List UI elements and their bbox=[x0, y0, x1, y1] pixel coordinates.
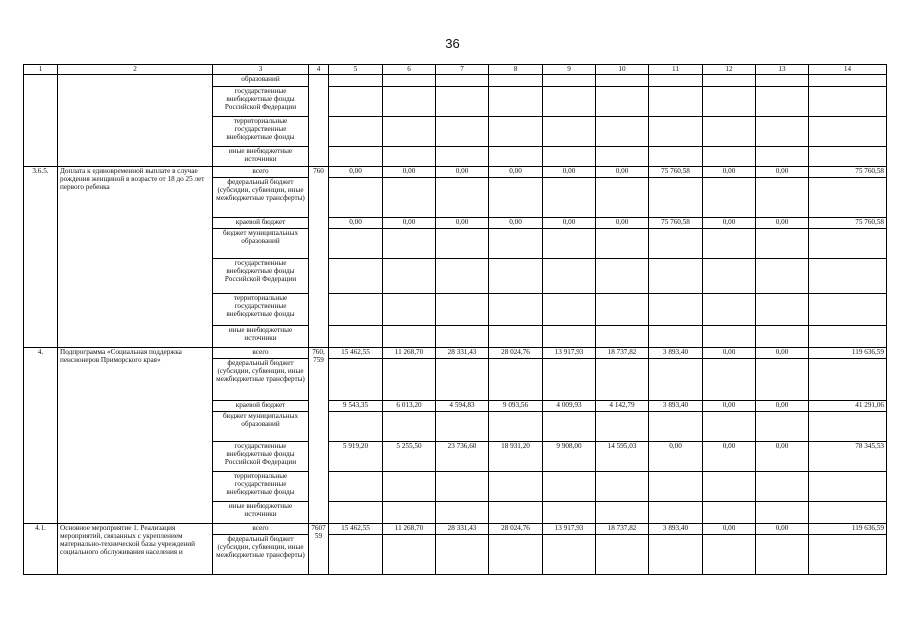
value-cell-col-6 bbox=[383, 412, 436, 442]
value-cell-col-8: 0,00 bbox=[489, 167, 543, 178]
value-cell-col-12: 0,00 bbox=[703, 348, 756, 359]
value-cell-col-13: 0,00 bbox=[756, 348, 809, 359]
value-cell-col-11 bbox=[649, 178, 703, 218]
value-cell-col-12 bbox=[703, 147, 756, 167]
header-row bbox=[24, 65, 887, 75]
value-cell-col-8 bbox=[489, 178, 543, 218]
value-cell-col-9 bbox=[543, 359, 596, 401]
header-column-7: 7 bbox=[436, 65, 489, 75]
value-cell-col-8 bbox=[489, 229, 543, 259]
value-cell-col-5 bbox=[329, 502, 383, 524]
value-cell-col-9 bbox=[543, 229, 596, 259]
page-number: 36 bbox=[445, 36, 460, 51]
value-cell-col-11 bbox=[649, 75, 703, 87]
value-cell-col-12: 0,00 bbox=[703, 218, 756, 229]
value-cell-col-6 bbox=[383, 535, 436, 575]
value-cell-col-8: 18 931,20 bbox=[489, 442, 543, 472]
row-name-cell: Основное мероприятие 1. Реализация мероприятий, связанных с укреплением материально-технической базы учреждений социального обслуживания населения и bbox=[58, 524, 213, 575]
grbs-cell: 760, 759 bbox=[309, 348, 329, 524]
value-cell-col-8 bbox=[489, 259, 543, 294]
value-cell-col-10 bbox=[596, 178, 649, 218]
funding-source-cell: краевой бюджет bbox=[213, 218, 309, 229]
value-cell-col-14 bbox=[809, 412, 887, 442]
funding-source-cell: государственные внебюджетные фонды Российской Федерации bbox=[213, 259, 309, 294]
header-column-12: 12 bbox=[703, 65, 756, 75]
value-cell-col-9: 0,00 bbox=[543, 218, 596, 229]
row-name-cell: Подпрограмма «Социальная поддержка пенсионеров Приморского края» bbox=[58, 348, 213, 524]
value-cell-col-12 bbox=[703, 472, 756, 502]
budget-table bbox=[23, 64, 887, 575]
value-cell-col-7 bbox=[436, 472, 489, 502]
value-cell-col-12 bbox=[703, 502, 756, 524]
value-cell-col-5 bbox=[329, 229, 383, 259]
value-cell-col-5: 15 462,55 bbox=[329, 348, 383, 359]
value-cell-col-6: 11 268,70 bbox=[383, 524, 436, 535]
table-row bbox=[24, 524, 887, 535]
value-cell-col-13 bbox=[756, 229, 809, 259]
value-cell-col-14: 41 291,06 bbox=[809, 401, 887, 412]
value-cell-col-5: 9 543,35 bbox=[329, 401, 383, 412]
header-column-13: 13 bbox=[756, 65, 809, 75]
table-row bbox=[24, 167, 887, 178]
value-cell-col-10 bbox=[596, 117, 649, 147]
value-cell-col-5 bbox=[329, 412, 383, 442]
value-cell-col-5: 0,00 bbox=[329, 167, 383, 178]
funding-source-cell: территориальные государственные внебюджетные фонды bbox=[213, 472, 309, 502]
header-column-3: 3 bbox=[213, 65, 309, 75]
value-cell-col-10 bbox=[596, 75, 649, 87]
value-cell-col-7 bbox=[436, 117, 489, 147]
header-column-2: 2 bbox=[58, 65, 213, 75]
value-cell-col-6 bbox=[383, 502, 436, 524]
value-cell-col-6 bbox=[383, 178, 436, 218]
value-cell-col-14: 78 345,53 bbox=[809, 442, 887, 472]
value-cell-col-5 bbox=[329, 75, 383, 87]
value-cell-col-6 bbox=[383, 259, 436, 294]
value-cell-col-6 bbox=[383, 229, 436, 259]
funding-source-cell: бюджет муниципальных образований bbox=[213, 412, 309, 442]
grbs-cell: 7607 59 bbox=[309, 524, 329, 575]
value-cell-col-10 bbox=[596, 502, 649, 524]
value-cell-col-8: 0,00 bbox=[489, 218, 543, 229]
value-cell-col-9 bbox=[543, 87, 596, 117]
value-cell-col-11: 75 760,58 bbox=[649, 218, 703, 229]
table-body bbox=[24, 75, 887, 575]
value-cell-col-13 bbox=[756, 326, 809, 348]
value-cell-col-11: 75 760,58 bbox=[649, 167, 703, 178]
value-cell-col-14 bbox=[809, 502, 887, 524]
value-cell-col-12 bbox=[703, 294, 756, 326]
value-cell-col-12 bbox=[703, 229, 756, 259]
value-cell-col-7 bbox=[436, 147, 489, 167]
value-cell-col-10 bbox=[596, 229, 649, 259]
value-cell-col-12: 0,00 bbox=[703, 524, 756, 535]
funding-source-cell: федеральный бюджет (субсидии, субвенции, иные межбюджетные трансферты) bbox=[213, 535, 309, 575]
value-cell-col-13 bbox=[756, 502, 809, 524]
value-cell-col-11 bbox=[649, 229, 703, 259]
value-cell-col-14 bbox=[809, 147, 887, 167]
row-name-cell: Доплата к единовременной выплате в случае рождения женщиной в возрасте от 18 до 25 лет первого ребенка bbox=[58, 167, 213, 348]
value-cell-col-10 bbox=[596, 294, 649, 326]
value-cell-col-13 bbox=[756, 259, 809, 294]
value-cell-col-13 bbox=[756, 359, 809, 401]
table-row bbox=[24, 75, 887, 87]
value-cell-col-7: 28 331,43 bbox=[436, 348, 489, 359]
value-cell-col-5 bbox=[329, 472, 383, 502]
funding-source-cell: образований bbox=[213, 75, 309, 87]
value-cell-col-7 bbox=[436, 87, 489, 117]
row-code-cell: 4.1. bbox=[24, 524, 58, 575]
row-code-cell: 4. bbox=[24, 348, 58, 524]
row-code-cell bbox=[24, 75, 58, 167]
value-cell-col-7: 0,00 bbox=[436, 218, 489, 229]
funding-source-cell: иные внебюджетные источники bbox=[213, 326, 309, 348]
value-cell-col-6: 6 013,20 bbox=[383, 401, 436, 412]
value-cell-col-11 bbox=[649, 472, 703, 502]
value-cell-col-8: 28 024,76 bbox=[489, 524, 543, 535]
value-cell-col-8 bbox=[489, 294, 543, 326]
value-cell-col-5 bbox=[329, 259, 383, 294]
value-cell-col-9: 0,00 bbox=[543, 167, 596, 178]
value-cell-col-6 bbox=[383, 117, 436, 147]
value-cell-col-12: 0,00 bbox=[703, 442, 756, 472]
value-cell-col-13: 0,00 bbox=[756, 167, 809, 178]
value-cell-col-5 bbox=[329, 147, 383, 167]
funding-source-cell: государственные внебюджетные фонды Российской Федерации bbox=[213, 87, 309, 117]
value-cell-col-11: 3 893,40 bbox=[649, 401, 703, 412]
value-cell-col-10: 14 595,03 bbox=[596, 442, 649, 472]
value-cell-col-10 bbox=[596, 359, 649, 401]
value-cell-col-8 bbox=[489, 117, 543, 147]
value-cell-col-12 bbox=[703, 535, 756, 575]
value-cell-col-7 bbox=[436, 412, 489, 442]
value-cell-col-12 bbox=[703, 326, 756, 348]
value-cell-col-8: 28 024,76 bbox=[489, 348, 543, 359]
value-cell-col-6 bbox=[383, 326, 436, 348]
value-cell-col-11 bbox=[649, 502, 703, 524]
value-cell-col-8 bbox=[489, 87, 543, 117]
header-column-8: 8 bbox=[489, 65, 543, 75]
value-cell-col-11 bbox=[649, 147, 703, 167]
funding-source-cell: федеральный бюджет (субсидии, субвенции, иные межбюджетные трансферты) bbox=[213, 178, 309, 218]
value-cell-col-14 bbox=[809, 229, 887, 259]
value-cell-col-12 bbox=[703, 178, 756, 218]
value-cell-col-9: 4 009,93 bbox=[543, 401, 596, 412]
row-name-cell bbox=[58, 75, 213, 167]
value-cell-col-12: 0,00 bbox=[703, 401, 756, 412]
value-cell-col-8 bbox=[489, 412, 543, 442]
value-cell-col-8: 9 093,56 bbox=[489, 401, 543, 412]
value-cell-col-7 bbox=[436, 178, 489, 218]
value-cell-col-8 bbox=[489, 502, 543, 524]
value-cell-col-11: 0,00 bbox=[649, 442, 703, 472]
value-cell-col-8 bbox=[489, 147, 543, 167]
value-cell-col-8 bbox=[489, 535, 543, 575]
value-cell-col-7 bbox=[436, 326, 489, 348]
value-cell-col-12: 0,00 bbox=[703, 167, 756, 178]
funding-source-cell: иные внебюджетные источники bbox=[213, 147, 309, 167]
value-cell-col-5: 0,00 bbox=[329, 218, 383, 229]
value-cell-col-11 bbox=[649, 117, 703, 147]
value-cell-col-14: 75 760,58 bbox=[809, 167, 887, 178]
value-cell-col-5 bbox=[329, 294, 383, 326]
value-cell-col-10 bbox=[596, 147, 649, 167]
value-cell-col-11 bbox=[649, 535, 703, 575]
value-cell-col-9 bbox=[543, 117, 596, 147]
value-cell-col-14 bbox=[809, 359, 887, 401]
value-cell-col-13 bbox=[756, 75, 809, 87]
value-cell-col-6 bbox=[383, 472, 436, 502]
header-column-14: 14 bbox=[809, 65, 887, 75]
value-cell-col-7 bbox=[436, 502, 489, 524]
value-cell-col-7 bbox=[436, 535, 489, 575]
value-cell-col-5 bbox=[329, 359, 383, 401]
value-cell-col-6: 11 268,70 bbox=[383, 348, 436, 359]
value-cell-col-11 bbox=[649, 87, 703, 117]
header-column-10: 10 bbox=[596, 65, 649, 75]
value-cell-col-12 bbox=[703, 87, 756, 117]
value-cell-col-11 bbox=[649, 259, 703, 294]
value-cell-col-12 bbox=[703, 75, 756, 87]
value-cell-col-7: 4 594,83 bbox=[436, 401, 489, 412]
value-cell-col-14 bbox=[809, 117, 887, 147]
value-cell-col-8 bbox=[489, 326, 543, 348]
value-cell-col-8 bbox=[489, 75, 543, 87]
value-cell-col-11 bbox=[649, 326, 703, 348]
value-cell-col-8 bbox=[489, 359, 543, 401]
value-cell-col-14 bbox=[809, 326, 887, 348]
value-cell-col-13 bbox=[756, 535, 809, 575]
value-cell-col-10 bbox=[596, 87, 649, 117]
value-cell-col-10 bbox=[596, 412, 649, 442]
value-cell-col-7 bbox=[436, 229, 489, 259]
value-cell-col-14 bbox=[809, 535, 887, 575]
value-cell-col-11 bbox=[649, 359, 703, 401]
value-cell-col-14: 119 636,59 bbox=[809, 348, 887, 359]
table-row bbox=[24, 348, 887, 359]
value-cell-col-14 bbox=[809, 87, 887, 117]
value-cell-col-10: 0,00 bbox=[596, 218, 649, 229]
funding-source-cell: всего bbox=[213, 524, 309, 535]
value-cell-col-7 bbox=[436, 75, 489, 87]
value-cell-col-9 bbox=[543, 294, 596, 326]
grbs-cell bbox=[309, 75, 329, 167]
value-cell-col-13 bbox=[756, 294, 809, 326]
value-cell-col-9: 13 917,93 bbox=[543, 524, 596, 535]
value-cell-col-10: 4 142,79 bbox=[596, 401, 649, 412]
funding-source-cell: государственные внебюджетные фонды Российской Федерации bbox=[213, 442, 309, 472]
funding-source-cell: краевой бюджет bbox=[213, 401, 309, 412]
value-cell-col-11 bbox=[649, 294, 703, 326]
value-cell-col-14: 75 760,58 bbox=[809, 218, 887, 229]
value-cell-col-13 bbox=[756, 178, 809, 218]
value-cell-col-7 bbox=[436, 359, 489, 401]
value-cell-col-13 bbox=[756, 147, 809, 167]
value-cell-col-13 bbox=[756, 87, 809, 117]
value-cell-col-5 bbox=[329, 178, 383, 218]
value-cell-col-10 bbox=[596, 535, 649, 575]
value-cell-col-6 bbox=[383, 87, 436, 117]
row-code-cell: 3.6.5. bbox=[24, 167, 58, 348]
value-cell-col-6 bbox=[383, 147, 436, 167]
value-cell-col-10: 18 737,82 bbox=[596, 348, 649, 359]
value-cell-col-12 bbox=[703, 259, 756, 294]
value-cell-col-12 bbox=[703, 359, 756, 401]
funding-source-cell: территориальные государственные внебюджетные фонды bbox=[213, 294, 309, 326]
value-cell-col-6: 0,00 bbox=[383, 218, 436, 229]
value-cell-col-12 bbox=[703, 412, 756, 442]
value-cell-col-9: 9 908,00 bbox=[543, 442, 596, 472]
value-cell-col-9 bbox=[543, 75, 596, 87]
header-column-11: 11 bbox=[649, 65, 703, 75]
value-cell-col-14 bbox=[809, 259, 887, 294]
value-cell-col-14 bbox=[809, 75, 887, 87]
funding-source-cell: бюджет муниципальных образований bbox=[213, 229, 309, 259]
value-cell-col-9 bbox=[543, 147, 596, 167]
funding-source-cell: федеральный бюджет (субсидии, субвенции, иные межбюджетные трансферты) bbox=[213, 359, 309, 401]
value-cell-col-7: 0,00 bbox=[436, 167, 489, 178]
header-column-4: 4 bbox=[309, 65, 329, 75]
value-cell-col-13: 0,00 bbox=[756, 218, 809, 229]
header-column-6: 6 bbox=[383, 65, 436, 75]
value-cell-col-9 bbox=[543, 178, 596, 218]
value-cell-col-14 bbox=[809, 178, 887, 218]
value-cell-col-9 bbox=[543, 326, 596, 348]
value-cell-col-11: 3 893,40 bbox=[649, 524, 703, 535]
value-cell-col-14 bbox=[809, 294, 887, 326]
header-column-9: 9 bbox=[543, 65, 596, 75]
value-cell-col-5 bbox=[329, 326, 383, 348]
value-cell-col-7: 23 736,60 bbox=[436, 442, 489, 472]
value-cell-col-6: 5 255,50 bbox=[383, 442, 436, 472]
value-cell-col-5 bbox=[329, 87, 383, 117]
value-cell-col-5: 5 919,20 bbox=[329, 442, 383, 472]
value-cell-col-8 bbox=[489, 472, 543, 502]
value-cell-col-13 bbox=[756, 412, 809, 442]
value-cell-col-13: 0,00 bbox=[756, 401, 809, 412]
value-cell-col-11 bbox=[649, 412, 703, 442]
value-cell-col-5 bbox=[329, 535, 383, 575]
value-cell-col-7 bbox=[436, 259, 489, 294]
value-cell-col-11: 3 893,40 bbox=[649, 348, 703, 359]
funding-source-cell: иные внебюджетные источники bbox=[213, 502, 309, 524]
value-cell-col-9 bbox=[543, 535, 596, 575]
value-cell-col-13: 0,00 bbox=[756, 524, 809, 535]
funding-source-cell: всего bbox=[213, 348, 309, 359]
value-cell-col-6 bbox=[383, 359, 436, 401]
value-cell-col-14: 119 636,59 bbox=[809, 524, 887, 535]
value-cell-col-13 bbox=[756, 117, 809, 147]
value-cell-col-9: 13 917,93 bbox=[543, 348, 596, 359]
value-cell-col-13: 0,00 bbox=[756, 442, 809, 472]
value-cell-col-7 bbox=[436, 294, 489, 326]
value-cell-col-9 bbox=[543, 412, 596, 442]
value-cell-col-9 bbox=[543, 259, 596, 294]
value-cell-col-6: 0,00 bbox=[383, 167, 436, 178]
value-cell-col-6 bbox=[383, 75, 436, 87]
header-column-5: 5 bbox=[329, 65, 383, 75]
value-cell-col-14 bbox=[809, 472, 887, 502]
value-cell-col-6 bbox=[383, 294, 436, 326]
value-cell-col-10: 0,00 bbox=[596, 167, 649, 178]
value-cell-col-12 bbox=[703, 117, 756, 147]
value-cell-col-10 bbox=[596, 326, 649, 348]
value-cell-col-10 bbox=[596, 259, 649, 294]
value-cell-col-9 bbox=[543, 472, 596, 502]
funding-source-cell: всего bbox=[213, 167, 309, 178]
grbs-cell: 760 bbox=[309, 167, 329, 348]
value-cell-col-9 bbox=[543, 502, 596, 524]
value-cell-col-7: 28 331,43 bbox=[436, 524, 489, 535]
value-cell-col-10 bbox=[596, 472, 649, 502]
value-cell-col-13 bbox=[756, 472, 809, 502]
value-cell-col-5 bbox=[329, 117, 383, 147]
value-cell-col-10: 18 737,82 bbox=[596, 524, 649, 535]
funding-source-cell: территориальные государственные внебюджетные фонды bbox=[213, 117, 309, 147]
value-cell-col-5: 15 462,55 bbox=[329, 524, 383, 535]
header-column-1: 1 bbox=[24, 65, 58, 75]
